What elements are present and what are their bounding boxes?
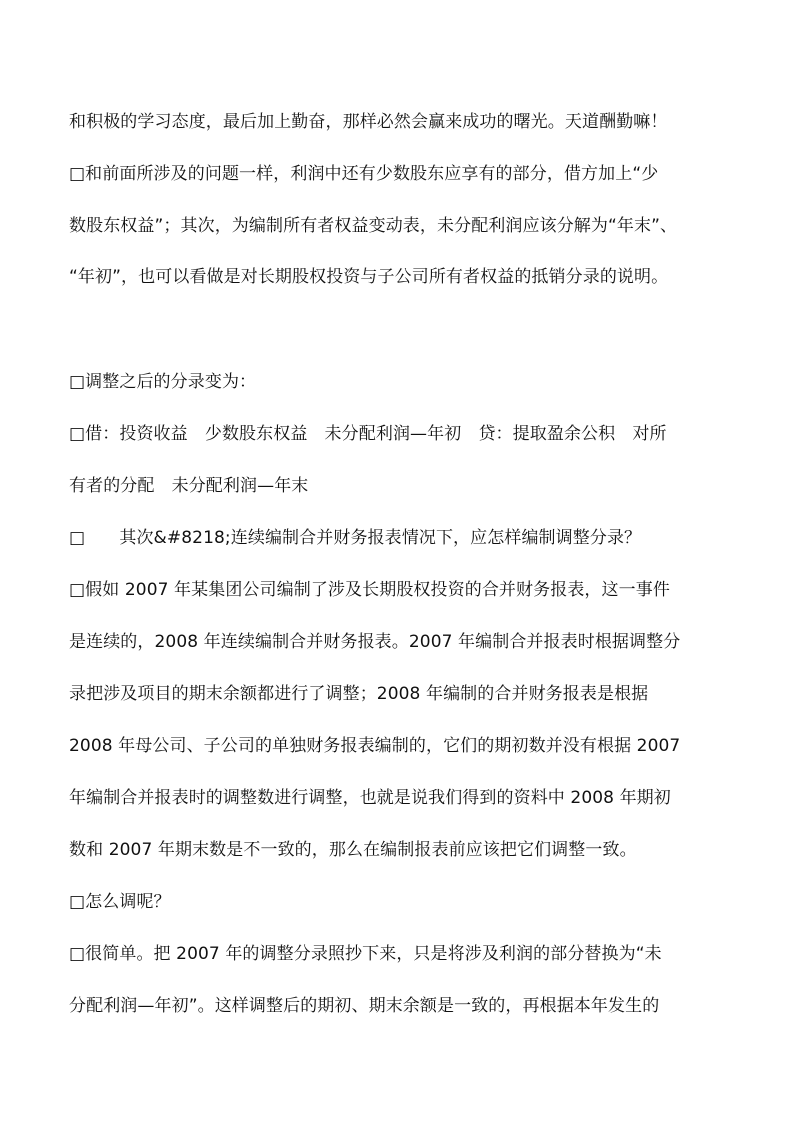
text-line: 录把涉及项目的期末余额都进行了调整；2008 年编制的合并财务报表是根据	[69, 684, 649, 704]
text-line: □和前面所涉及的问题一样，利润中还有少数股东应享有的部分，借方加上“少	[69, 164, 659, 184]
text-line: 和积极的学习态度，最后加上勤奋，那样必然会赢来成功的曙光。天道酬勤嘛！	[69, 112, 668, 132]
text-line: 年编制合并报表时的调整数进行调整，也就是说我们得到的资料中 2008 年期初	[69, 788, 671, 808]
text-line: “年初”，也可以看做是对长期股权投资与子公司所有者权益的抵销分录的说明。	[69, 267, 669, 287]
text-line: □ 其次&#8218;连续编制合并财务报表情况下，应怎样编制调整分录？	[69, 528, 642, 548]
text-line: 有者的分配 未分配利润—年末	[69, 476, 309, 496]
text-line: 分配利润—年初”。这样调整后的期初、期末余额是一致的，再根据本年发生的	[69, 996, 660, 1016]
text-line: 是连续的，2008 年连续编制合并财务报表。2007 年编制合并报表时根据调整分	[69, 632, 681, 652]
text-line: □怎么调呢？	[69, 892, 171, 912]
text-line: 2008 年母公司、子公司的单独财务报表编制的，它们的期初数并没有根据 2007	[69, 736, 681, 756]
text-line: □假如 2007 年某集团公司编制了涉及长期股权投资的合并财务报表，这一事件	[69, 580, 670, 600]
text-line: □借：投资收益 少数股东权益 未分配利润—年初 贷：提取盈余公积 对所	[69, 424, 667, 444]
text-line: □调整之后的分录变为：	[69, 372, 257, 392]
text-line: 数和 2007 年期末数是不一致的，那么在编制报表前应该把它们调整一致。	[69, 840, 637, 860]
text-line: 数股东权益”；其次，为编制所有者权益变动表，未分配利润应该分解为“年末”、	[69, 216, 678, 236]
text-line: □很简单。把 2007 年的调整分录照抄下来，只是将涉及利润的部分替换为“未	[69, 944, 662, 964]
